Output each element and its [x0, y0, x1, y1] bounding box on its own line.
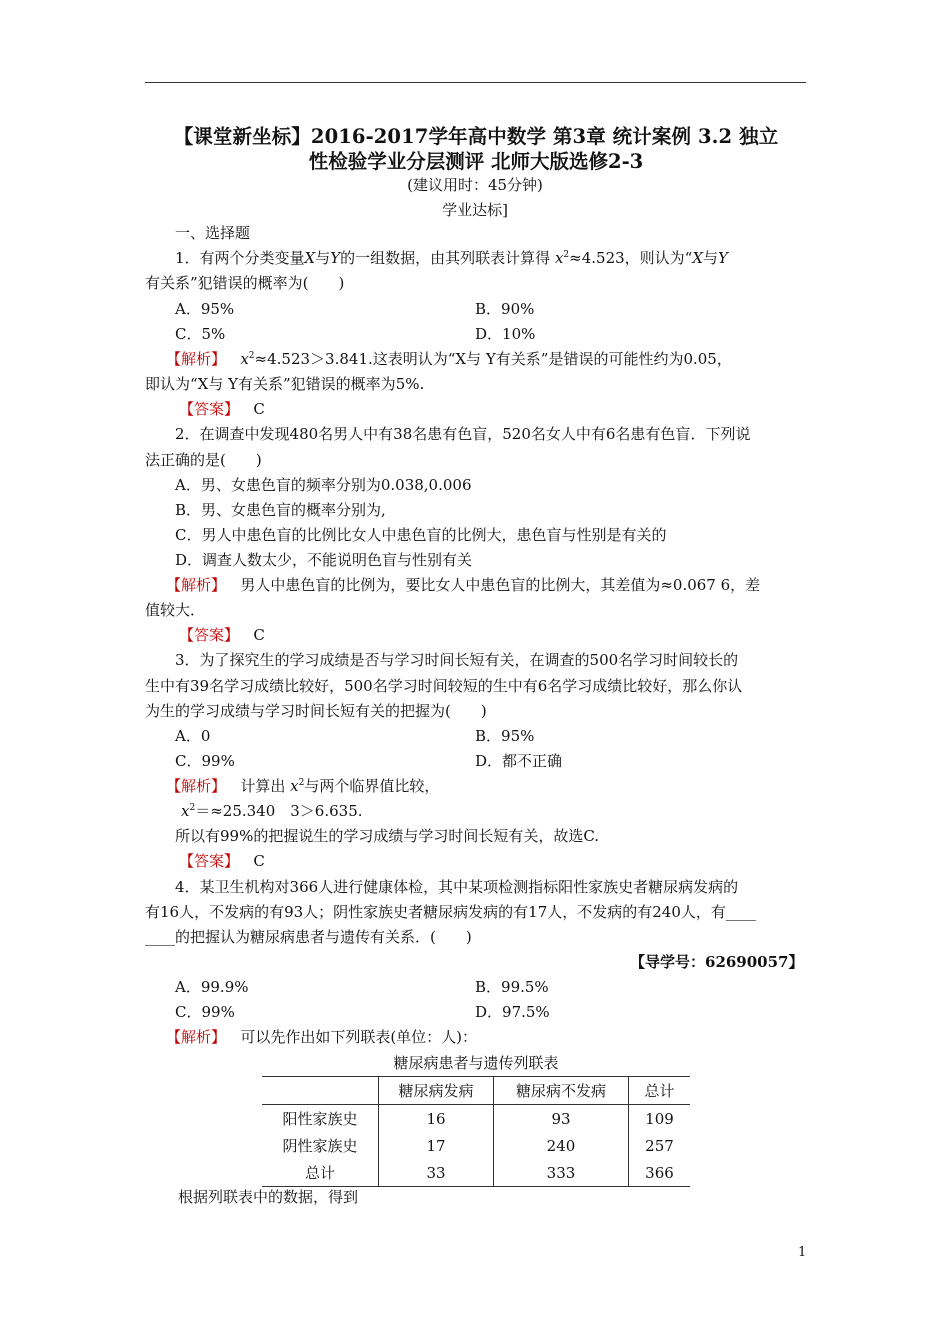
q4-option-a: A．99.9%: [175, 978, 249, 996]
after-table-text: 根据列联表中的数据，得到: [178, 1188, 359, 1206]
q3-option-c: C．99%: [175, 752, 235, 770]
top-rule: [145, 82, 806, 83]
table-header-cell: [262, 1077, 379, 1105]
guide-number: 【导学号：62690057】: [630, 953, 804, 971]
document-title: [140, 124, 812, 174]
analysis-label: 【解析】: [166, 576, 227, 594]
q1-line-2: 有关系”犯错误的概率为( ): [145, 274, 345, 292]
q2-answer: 【答案】 C: [179, 626, 265, 644]
time-hint: (建议用时：45分钟): [407, 176, 543, 194]
q2-line-1: 2．在调查中发现480名男人中有38名患有色盲，520名女人中有6名患有色盲．下列说: [175, 425, 751, 443]
q4-option-d: D．97.5%: [475, 1003, 550, 1021]
table-cell: 16: [379, 1105, 494, 1133]
page-number: 1: [798, 1245, 807, 1260]
q1-option-c: C．5%: [175, 325, 226, 343]
q2-option-a: A．男、女患色盲的频率分别为0.038,0.006: [175, 476, 472, 494]
title-line-2: 性检验学业分层测评 北师大版选修2-3: [308, 150, 644, 173]
q4-option-b: B．99.5%: [475, 978, 549, 996]
q3-line-1: 3．为了探究生的学习成绩是否与学习时间长短有关，在调查的500名学习时间较长的: [175, 651, 739, 669]
table-row: [262, 1159, 690, 1187]
table-header-cell: 糖尿病不发病: [494, 1077, 629, 1105]
q4-analysis-line-1: 【解析】 可以先作出如下列联表(单位：人)：: [166, 1028, 478, 1046]
q1-analysis-line-1: 【解析】 $x^2\approx 4.523>3.841$.这表明认为“X与 Y有关系”是错误的可能性约为0.05，: [166, 350, 732, 368]
table-cell: 366: [629, 1159, 691, 1187]
title-line-1: 【课堂新坐标】2016-2017学年高中数学 第3章 统计案例 3.2 独立: [173, 125, 779, 148]
table-header-cell: 糖尿病发病: [379, 1077, 494, 1105]
q2-analysis-line-1: 【解析】 男人中患色盲的比例为，要比女人中患色盲的比例大，其差值为≈0.067 6，差: [166, 576, 761, 594]
analysis-label: 【解析】: [166, 350, 227, 368]
table-header-row: [262, 1077, 690, 1105]
q3-line-3: 为生的学习成绩与学习时间长短有关的把握为( ): [145, 702, 487, 720]
analysis-label: 【解析】: [166, 777, 227, 795]
q2-option-b: B．男、女患色盲的概率分别为,: [175, 501, 386, 519]
table-row: [262, 1132, 690, 1159]
q1-option-a: A．95%: [175, 300, 235, 318]
table-cell: 333: [494, 1159, 629, 1187]
q1-option-d: D．10%: [475, 325, 536, 343]
q4-option-c: C．99%: [175, 1003, 235, 1021]
table-title: 糖尿病患者与遗传列联表: [393, 1054, 559, 1072]
contingency-table: [262, 1076, 690, 1187]
q3-analysis-line-1: 【解析】 计算出 $x^2$与两个临界值比较，: [166, 777, 440, 795]
q4-line-2: 有16人，不发病的有93人；阴性家族史者糖尿病发病的有17人，不发病的有240人，有____: [145, 903, 756, 921]
q3-option-a: A．0: [175, 727, 211, 745]
q3-conclusion: 所以有99%的把握说生的学习成绩与学习时间长短有关，故选C.: [175, 827, 600, 845]
table-cell: 17: [379, 1132, 494, 1159]
q3-answer: 【答案】 C: [179, 852, 265, 870]
q1-answer: 【答案】 C: [179, 400, 265, 418]
table-row: [262, 1105, 690, 1133]
answer-label: 【答案】: [179, 400, 240, 418]
q1-analysis-line-2: 即认为“X与 Y有关系”犯错误的概率为5%.: [145, 375, 425, 393]
q4-line-3: ____的把握认为糖尿病患者与遗传有关系．( ): [145, 928, 472, 946]
table-cell: 阳性家族史: [282, 1110, 358, 1128]
q2-option-d: D．调查人数太少，不能说明色盲与性别有关: [175, 551, 473, 569]
q2-analysis-line-2: 值较大．: [145, 601, 206, 619]
table-cell: 240: [494, 1132, 629, 1159]
table-cell: 93: [494, 1105, 629, 1133]
table-header-cell: 总计: [629, 1077, 691, 1105]
q2-option-c: C．男人中患色盲的比例比女人中患色盲的比例大，患色盲与性别是有关的: [175, 526, 667, 544]
table-cell: 33: [379, 1159, 494, 1187]
analysis-label: 【解析】: [166, 1028, 227, 1046]
answer-label: 【答案】: [179, 626, 240, 644]
q1-option-b: B．90%: [475, 300, 535, 318]
q3-option-b: B．95%: [475, 727, 535, 745]
q1-line-1: 1．有两个分类变量X与Y的一组数据，由其列联表计算得 $x^2\approx 4.523$，则认为“X与Y: [175, 249, 728, 267]
section-label: 学业达标]: [442, 201, 508, 219]
table-cell: 109: [629, 1105, 691, 1133]
q2-line-2: 法正确的是( ): [145, 451, 262, 469]
answer-label: 【答案】: [179, 852, 240, 870]
q4-line-1: 4．某卫生机构对366人进行健康体检，其中某项检测指标阳性家族史者糖尿病发病的: [175, 878, 739, 896]
section-heading: 一、选择题: [175, 224, 251, 242]
table-cell: 257: [629, 1132, 691, 1159]
q3-option-d: D．都不正确: [475, 752, 563, 770]
table-cell: 总计: [262, 1159, 379, 1187]
q3-line-2: 生中有39名学习成绩比较好，500名学习时间较短的生中有6名学习成绩比较好，那么你认: [145, 677, 743, 695]
table-cell: 阴性家族史: [282, 1137, 358, 1155]
q3-calculation: $x^2=\approx 25.340$ 3＞6.635.: [181, 802, 363, 820]
